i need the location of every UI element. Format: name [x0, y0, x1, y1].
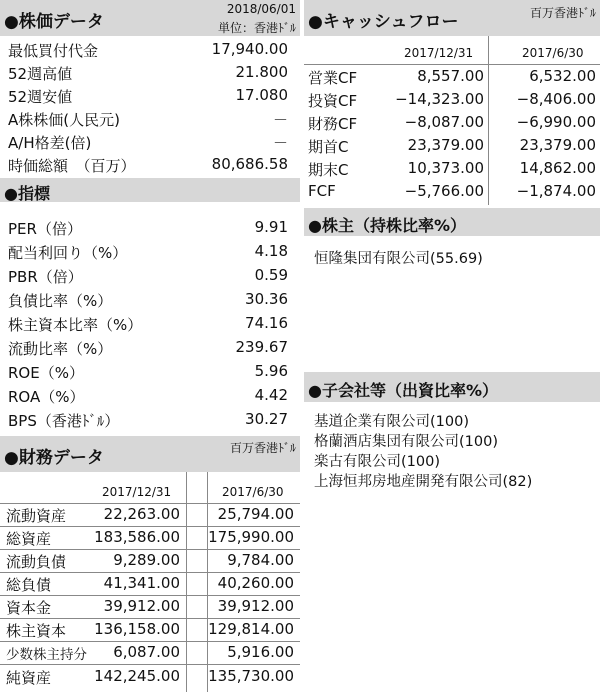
cashflow-col-header: 2017/6/30	[522, 46, 584, 60]
subsidiary-item: 格蘭酒店集団有限公司(100)	[314, 434, 498, 450]
cashflow-unit: 百万香港ﾄﾞﾙ	[529, 6, 596, 20]
financial-row: 総資産 183,586.00 175,990.00	[6, 528, 294, 548]
shareholders-panel	[304, 208, 600, 368]
indicators-header	[0, 178, 300, 202]
cashflow-header	[304, 0, 600, 36]
cashflow-row: 投資CF −14,323.00 −8,406.00	[308, 90, 596, 110]
cashflow-table	[304, 36, 600, 205]
indicators-title: ●指標	[4, 184, 50, 203]
cashflow-title: ●キャッシュフロー	[308, 12, 459, 32]
shareholders-title: ●株主（持株比率%）	[308, 216, 466, 235]
stock-data-unit: 単位：香港ﾄﾞﾙ	[217, 21, 296, 35]
subsidiaries-title: ●子会社等（出資比率%）	[308, 381, 498, 400]
stock-data-date: 2018/06/01	[226, 2, 296, 16]
shareholders-header	[304, 208, 600, 236]
subsidiary-item: 楽古有限公司(100)	[314, 454, 440, 470]
subsidiary-item: 上海恒邦房地産開発有限公司(82)	[314, 474, 533, 490]
financial-row: 株主資本 136,158.00 129,814.00	[6, 620, 294, 640]
subsidiary-item: 基道企業有限公司(100)	[314, 414, 469, 430]
financial-col-header: 2017/12/31	[102, 485, 172, 499]
subsidiaries-header	[304, 372, 600, 402]
cashflow-col-header: 2017/12/31	[404, 46, 474, 60]
cashflow-row: FCF −5,766.00 −1,874.00	[308, 182, 596, 200]
financial-row: 流動負債 9,289.00 9,784.00	[6, 551, 294, 571]
stock-data-panel: ●株価データ 2018/06/01 単位：香港ﾄﾞﾙ 最低買付代金 17,940.00 52週高値 21.800 52週安値 17.080 A株株価(人民元) － A/H格差(倍) － 時価総額 （百万） 80,686.58	[0, 0, 300, 175]
shareholder-item: 恒隆集団有限公司(55.69)	[314, 251, 483, 267]
cashflow-row: 財務CF −8,087.00 −6,990.00	[308, 113, 596, 133]
financial-data-panel	[0, 436, 300, 692]
cashflow-row: 営業CF 8,557.00 6,532.00	[308, 67, 596, 87]
financial-data-header	[0, 436, 300, 472]
financial-row: 総負債 41,341.00 40,260.00	[6, 574, 294, 594]
stock-data-header	[0, 0, 300, 36]
financial-row: 純資産 142,245.00 135,730.00	[6, 667, 294, 687]
financial-table	[0, 472, 300, 692]
financial-row: 資本金 39,912.00 39,912.00	[6, 597, 294, 617]
cashflow-row: 期末C 10,373.00 14,862.00	[308, 159, 596, 179]
financial-data-title: ●財務データ	[4, 448, 104, 468]
financial-row: 少数株主持分 6,087.00 5,916.00	[6, 643, 294, 663]
indicators-panel: ●指標 PER（倍） 9.91 配当利回り（%） 4.18 PBR（倍） 0.59 負債比率（%） 30.36 株主資本比率（%） 74.16 流動比率（%） 239.67 ROE（%） 5.96 ROA（%） 4.42 BPS（香港ﾄﾞﾙ） 30.27	[0, 178, 300, 436]
financial-data-unit: 百万香港ﾄﾞﾙ	[229, 441, 296, 455]
cashflow-row: 期首C 23,379.00 23,379.00	[308, 136, 596, 156]
financial-row: 流動資産 22,263.00 25,794.00	[6, 505, 294, 525]
financial-col-header: 2017/6/30	[222, 485, 284, 499]
subsidiaries-panel	[304, 372, 600, 512]
cashflow-panel	[304, 0, 600, 205]
stock-data-title: ●株価データ	[4, 12, 104, 32]
